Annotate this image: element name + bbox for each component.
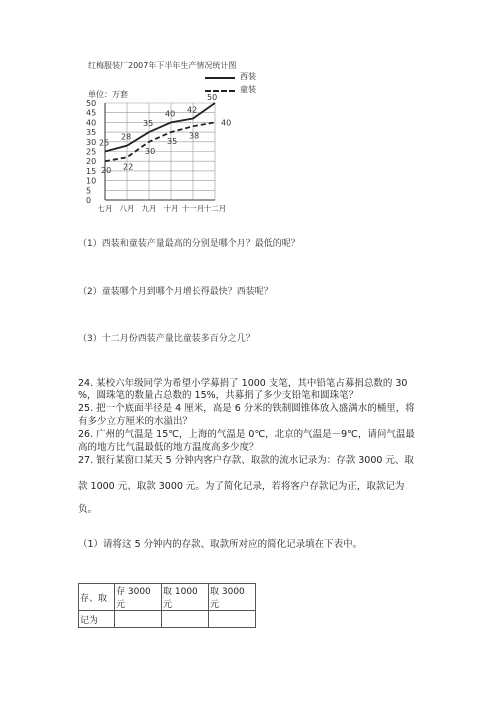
y-tick-label: 35	[86, 128, 97, 138]
x-tick-label: 十月	[163, 204, 179, 213]
y-tick-label: 50	[86, 99, 97, 108]
y-tick-label: 0	[86, 196, 92, 205]
y-tick-label: 30	[86, 137, 97, 147]
legend-label-xizhuang: 西装	[240, 72, 256, 81]
data-label: 30	[145, 146, 156, 156]
problem-27-question-1: （1）请将这 5 分钟内的存款、取款所对应的简化记录填在下表中。	[78, 539, 363, 550]
chart-title: 红梅服装厂2007年下半年生产情况统计图	[88, 61, 237, 70]
question-2: （2）童装哪个月到哪个月增长得最快？西装呢？	[78, 287, 273, 297]
data-label: 35	[143, 119, 154, 129]
y-tick-label: 20	[86, 157, 97, 167]
problem-27-line-3: 负。	[78, 504, 98, 515]
y-tick-label: 15	[86, 166, 97, 176]
data-label: 42	[187, 105, 198, 115]
data-label: 22	[123, 162, 134, 172]
data-label: 25	[99, 138, 110, 148]
problem-27-line-1: 27. 银行某窗口某天 5 分钟内客户存款、取款的流水记录为：存款 3000 元、取	[78, 455, 414, 466]
table-row-label: 记为	[79, 611, 115, 628]
x-tick-label: 七月	[97, 204, 113, 213]
table-header-cell: 存、取	[79, 584, 115, 611]
data-label: 38	[189, 131, 200, 141]
question-3: （3）十二月份西装产量比童装多百分之几？	[78, 334, 255, 344]
data-label: 28	[121, 132, 132, 142]
problem-27-line-2: 款 1000 元、取款 3000 元。为了简化记录，若将客户存款记为正，取款记为	[78, 481, 405, 492]
table-header-cell: 取 1000 元	[162, 584, 209, 611]
table-empty-cell[interactable]	[162, 611, 209, 628]
problem-24-line-2: %，圆珠笔的数量占总数的 15%，共募捐了多少支铅笔和圆珠笔？	[78, 390, 359, 401]
legend-label-tongzhuang: 童装	[240, 85, 256, 94]
y-tick-label: 45	[86, 108, 97, 118]
x-tick-label: 十二月	[203, 204, 227, 213]
question-1: （1）西装和童装产量最高的分别是哪个月？最低的呢？	[78, 239, 300, 249]
table-empty-cell[interactable]	[115, 611, 162, 628]
problem-25-line-2: 有多少立方厘米的水溢出？	[78, 416, 193, 427]
problem-26-line-1: 26. 广州的气温是 15℃，上海的气温是 0℃，北京的气温是－9℃，请问气温最	[78, 429, 415, 440]
data-label: 40	[221, 118, 232, 128]
x-tick-label: 九月	[141, 204, 157, 213]
table-row-header	[79, 584, 256, 611]
problem-26-line-2: 高的地方比气温最低的地方温度高多少度？	[78, 442, 259, 453]
table-empty-cell[interactable]	[209, 611, 256, 628]
data-label: 20	[101, 166, 112, 176]
data-label: 35	[167, 137, 178, 147]
table-header-cell: 存 3000 元	[115, 584, 162, 611]
chart-unit-label: 单位：万套	[88, 90, 128, 99]
table-row-record	[79, 611, 256, 628]
data-label: 40	[165, 109, 176, 119]
y-tick-label: 10	[86, 176, 97, 186]
series-line-xizhuang	[105, 103, 215, 152]
x-tick-label: 八月	[119, 204, 135, 213]
y-tick-label: 5	[86, 186, 92, 196]
problem-25-line-1: 25. 把一个底面半径是 4 厘米，高是 6 分米的铁制圆锥体放入盛满水的桶里，将	[78, 403, 415, 414]
y-tick-label: 25	[86, 147, 97, 157]
y-tick-label: 40	[86, 118, 97, 128]
data-label: 50	[207, 93, 218, 102]
table-header-cell: 取 3000 元	[209, 584, 256, 611]
record-table	[78, 583, 256, 628]
problem-24-line-1: 24. 某校六年级同学为希望小学募捐了 1000 支笔，其中铅笔占募捐总数的 30	[78, 378, 408, 389]
x-tick-label: 十一月	[181, 204, 205, 213]
